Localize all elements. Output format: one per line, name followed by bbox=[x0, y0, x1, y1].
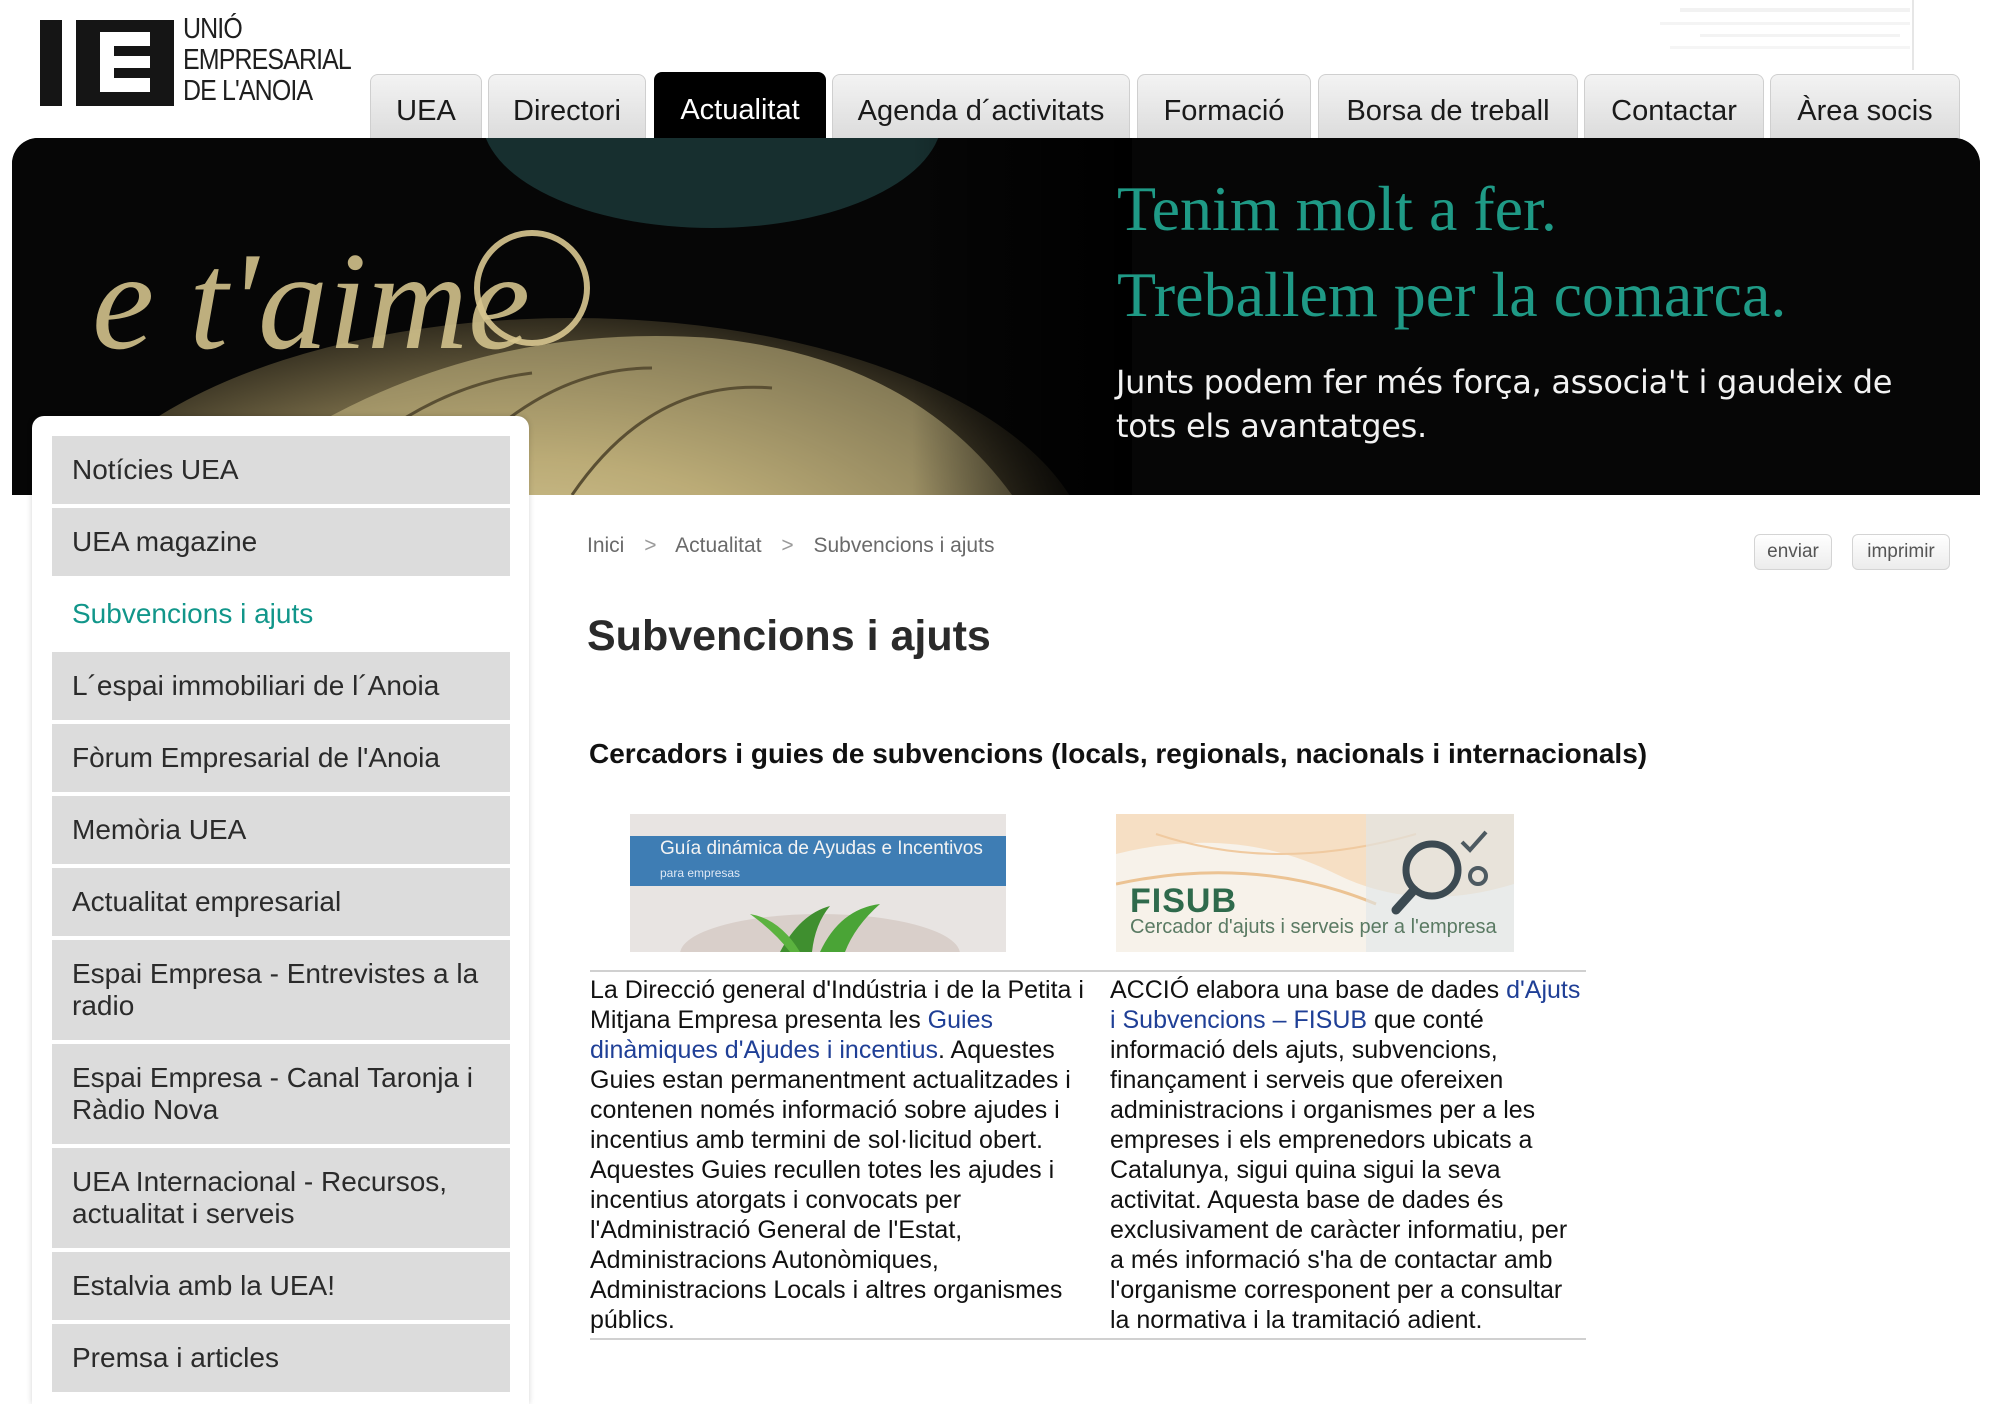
fisub-image-link[interactable] bbox=[1116, 814, 1514, 952]
sidebar-item-entrevistes-radio[interactable]: Espai Empresa - Entrevistes a la radio bbox=[52, 940, 510, 1044]
sidebar-item-estalvia[interactable]: Estalvia amb la UEA! bbox=[52, 1252, 510, 1324]
page-title: Subvencions i ajuts bbox=[587, 612, 991, 660]
guia-image-title: Guía dinámica de Ayudas e Incentivos bbox=[660, 838, 983, 859]
sidebar-item-uea-magazine[interactable]: UEA magazine bbox=[52, 508, 510, 580]
header-decoration bbox=[1640, 0, 1940, 80]
fisub-image-subtitle: Cercador d'ajuts i serveis per a l'empresa bbox=[1130, 916, 1497, 938]
tab-area-socis[interactable]: Àrea socis bbox=[1770, 74, 1960, 138]
logo-line-2: EMPRESARIAL bbox=[183, 44, 351, 76]
fisub-description bbox=[1100, 972, 1586, 1338]
sidebar-item-noticies-uea[interactable]: Notícies UEA bbox=[52, 436, 510, 508]
sidebar-item-premsa-articles[interactable]: Premsa i articles bbox=[52, 1324, 510, 1396]
fisub-link[interactable]: d'Ajuts i Subvencions – FISUB bbox=[1110, 976, 1581, 1034]
breadcrumb-home-link[interactable]: Inici bbox=[587, 534, 625, 557]
guia-text-after: . Aquestes Guies estan permanentment actualitzades i contenen només informació sobre ajudes i incentius amb termini de sol·licitud obert. Aquestes Guies recullen totes les ajudes i incentius atorgats i convocats per l'Administració General de l'Estat, Administracions Autonòmiques, Administracions Locals i altres organismes públics. bbox=[590, 1036, 1071, 1334]
print-button[interactable]: imprimir bbox=[1852, 534, 1950, 570]
fisub-text-after: que conté informació dels ajuts, subvencions, finançament i serveis que ofereixen administracions i organismes per a les empreses i els emprenedors ubicats a Catalunya, sigui quina sigui la seva activitat. Aquesta base de dades és exclusivament de caràcter informatiu, per a més informació s'ha de contactar amb l'organisme corresponent per a consultar la normativa i la tramitació adient. bbox=[1110, 1006, 1568, 1334]
guies-dinamiques-link[interactable]: Guies dinàmiques d'Ajudes i incentius bbox=[590, 1006, 993, 1064]
tab-formacio[interactable]: Formació bbox=[1137, 74, 1311, 138]
sidebar-item-memoria-uea[interactable]: Memòria UEA bbox=[52, 796, 510, 868]
breadcrumb-current: Subvencions i ajuts bbox=[813, 534, 995, 557]
plant-image bbox=[630, 814, 1006, 952]
guia-description bbox=[590, 972, 1100, 1338]
logo-wordmark bbox=[183, 14, 351, 107]
breadcrumb-separator: > bbox=[781, 534, 794, 557]
sidebar-item-canal-taronja[interactable]: Espai Empresa - Canal Taronja i Ràdio Nova bbox=[52, 1044, 510, 1148]
banner-subtext: Junts podem fer més força, associa't i gaudeix de tots els avantatges. bbox=[1116, 363, 1893, 445]
sidebar-item-espai-immobiliari[interactable]: L´espai immobiliari de l´Anoia bbox=[52, 652, 510, 724]
guia-dinamica-image-link[interactable] bbox=[630, 814, 1006, 952]
site-logo[interactable] bbox=[40, 12, 350, 112]
guia-text-before: La Direcció general d'Indústria i de la Petita i Mitjana Empresa presenta les bbox=[590, 976, 1084, 1034]
sidebar-item-actualitat-empresarial[interactable]: Actualitat empresarial bbox=[52, 868, 510, 940]
breadcrumb-section-link[interactable]: Actualitat bbox=[675, 534, 762, 557]
fisub-text-before: ACCIÓ elabora una base de dades bbox=[1110, 976, 1507, 1004]
tab-directori[interactable]: Directori bbox=[488, 74, 646, 138]
uea-logo-mark-icon bbox=[40, 14, 174, 106]
sidebar-item-subvencions-ajuts[interactable]: Subvencions i ajuts bbox=[52, 580, 510, 652]
tab-agenda[interactable]: Agenda d´activitats bbox=[832, 74, 1130, 138]
sidebar-item-forum-empresarial[interactable]: Fòrum Empresarial de l'Anoia bbox=[52, 724, 510, 796]
breadcrumb-separator: > bbox=[644, 534, 657, 557]
magnifier-icon bbox=[1390, 824, 1500, 924]
logo-line-3: DE L'ANOIA bbox=[183, 75, 313, 107]
banner-headline bbox=[1117, 166, 1786, 338]
svg-text:e t'aime: e t'aime bbox=[92, 224, 531, 379]
tab-actualitat[interactable]: Actualitat bbox=[654, 72, 826, 138]
tab-contactar[interactable]: Contactar bbox=[1584, 74, 1764, 138]
banner-headline-line-1: Tenim molt a fer. bbox=[1117, 173, 1557, 244]
logo-line-1: UNIÓ bbox=[183, 13, 242, 45]
sidebar-item-uea-internacional[interactable]: UEA Internacional - Recursos, actualitat i serveis bbox=[52, 1148, 510, 1252]
content-table bbox=[590, 970, 1586, 1340]
banner-headline-line-2: Treballem per la comarca. bbox=[1117, 259, 1787, 330]
breadcrumb bbox=[587, 534, 994, 558]
tab-borsa-treball[interactable]: Borsa de treball bbox=[1318, 74, 1578, 138]
tab-uea[interactable]: UEA bbox=[370, 74, 482, 138]
guia-image-subtitle: para empresas bbox=[660, 866, 741, 880]
sidebar-menu bbox=[32, 416, 529, 1404]
send-button[interactable]: enviar bbox=[1754, 534, 1832, 570]
fisub-image-title: FISUB bbox=[1130, 882, 1237, 920]
section-title: Cercadors i guies de subvencions (locals, regionals, nacionals i internacionals) bbox=[589, 738, 1648, 769]
